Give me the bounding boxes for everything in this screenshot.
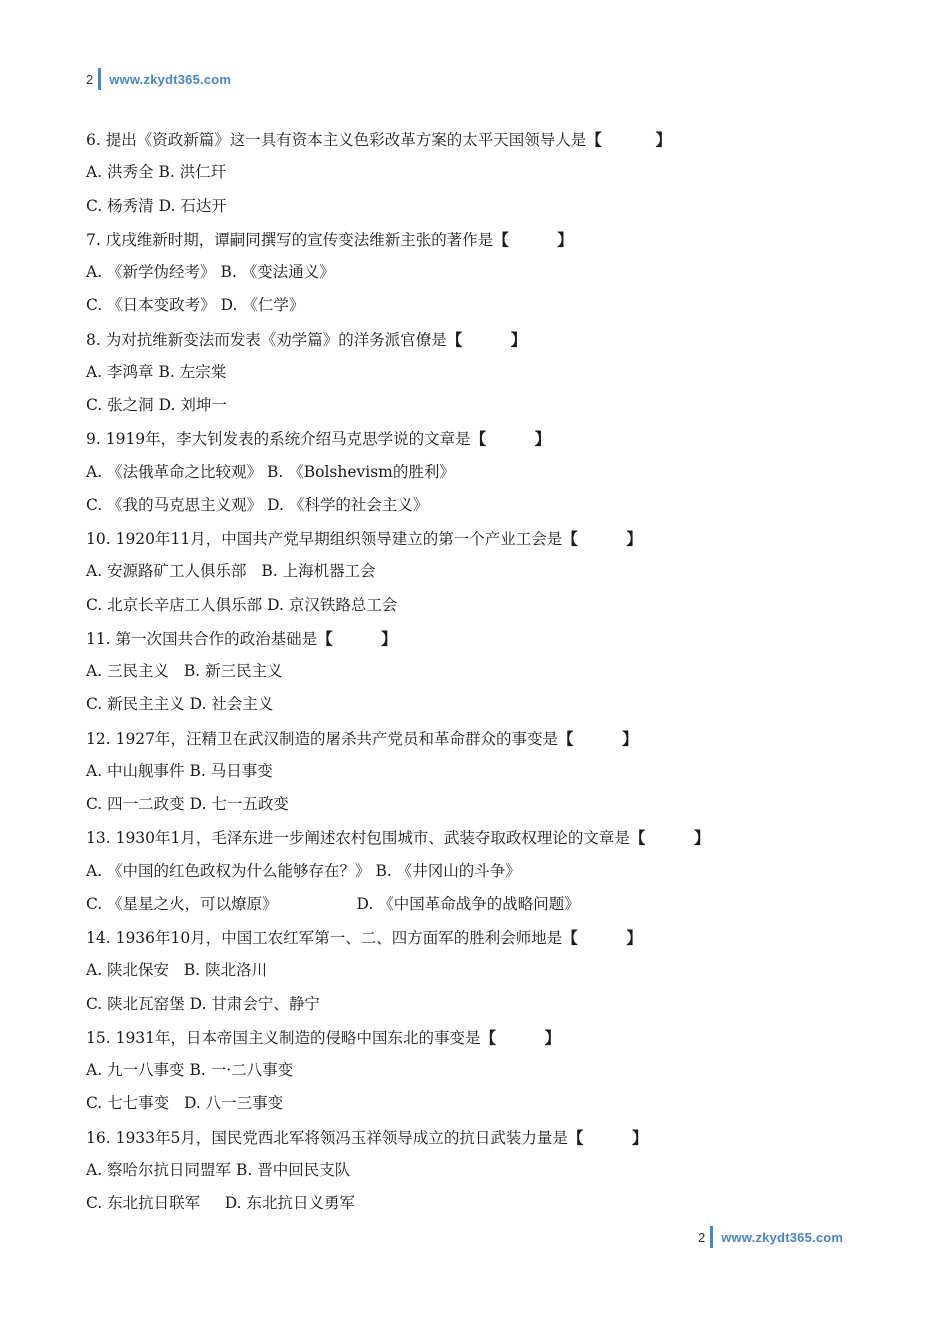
question-text: 7. 戊戌维新时期，谭嗣同撰写的宣传变法维新主张的著作是 [86,230,494,249]
option-line: C. 《我的马克思主义观》 D. 《科学的社会主义》 [86,495,429,514]
question-stem [86,921,886,954]
question-stem [86,722,886,755]
option-line: C. 北京长辛店工人俱乐部 D. 京汉铁路总工会 [86,595,398,614]
question-stem [86,223,886,256]
option-line: A. 洪秀全 B. 洪仁玕 [86,163,227,182]
question-text: 11. 第一次国共合作的政治基础是 [86,629,318,648]
answer-bracket: 【 】 [317,628,397,648]
header-site-link[interactable]: www.zkydt365.com [109,71,232,87]
question-text: 15. 1931年，日本帝国主义制造的侵略中国东北的事变是 [86,1028,481,1047]
option-line: C. 七七事变 D. 八一三事变 [86,1094,284,1113]
question-stem [86,323,886,356]
header-page-number: 2 [86,71,94,87]
answer-bracket: 【 】 [493,229,573,249]
option-line: A. 中山舰事件 B. 马日事变 [86,761,273,780]
question-text: 6. 提出《资政新篇》这一具有资本主义色彩改革方案的太平天国领导人是 [86,131,587,149]
question-stem [86,1121,886,1154]
footer-page-number: 2 [698,1229,706,1245]
option-line: C. 陕北瓦窑堡 D. 甘肃会宁、静宁 [86,994,320,1013]
answer-bracket: 【 】 [470,429,551,449]
answer-bracket: 【 】 [567,1127,648,1147]
footer-site-link[interactable]: www.zkydt365.com [721,1229,844,1245]
question-text: 16. 1933年5月，国民党西北军将领冯玉祥领导成立的抗日武装力量是 [86,1128,568,1147]
page-header [86,67,231,91]
option-line: C. 东北抗日联军 D. 东北抗日义勇军 [86,1194,356,1212]
option-line: C. 四一二政变 D. 七一五政变 [86,795,289,813]
option-line: C. 张之洞 D. 刘坤一 [86,396,227,414]
footer-divider [710,1226,713,1248]
option-line: A. 《中国的红色政权为什么能够存在？》 B. 《井冈山的斗争》 [86,861,521,880]
answer-bracket: 【 】 [558,728,638,748]
option-line: A. 《法俄革命之比较观》 B. 《Bolshevism的胜利》 [86,462,455,481]
question-text: 10. 1920年11月，中国共产党早期组织领导建立的第一个产业工会是 [86,530,563,548]
option-line: C. 杨秀清 D. 石达开 [86,196,227,215]
option-line: C. 新民主主义 D. 社会主义 [86,695,274,714]
question-text: 12. 1927年，汪精卫在武汉制造的屠杀共产党员和革命群众的事变是 [86,729,559,748]
option-line: A. 陕北保安 B. 陕北洛川 [86,961,268,980]
option-line: C. 《星星之火，可以燎原》 D. 《中国革命战争的战略问题》 [86,894,580,913]
answer-bracket: 【 】 [629,828,710,848]
question-stem [86,522,886,555]
answer-bracket: 【 】 [446,329,527,349]
question-text: 8. 为对抗维新变法而发表《劝学篇》的洋务派官僚是 [86,330,447,349]
question-stem [86,622,886,655]
answer-bracket: 【 】 [480,1027,561,1047]
question-text: 14. 1936年10月，中国工农红军第一、二、四方面军的胜利会师地是 [86,929,563,947]
page-footer [698,1225,843,1249]
question-list [86,123,886,1220]
option-line: A. 三民主义 B. 新三民主义 [86,662,283,680]
answer-bracket: 【 】 [586,130,672,149]
question-text: 13. 1930年1月，毛泽东进一步阐述农村包围城市、武装夺取政权理论的文章是 [86,829,630,848]
answer-bracket: 【 】 [562,529,642,548]
answer-bracket: 【 】 [562,928,642,947]
header-divider [98,68,101,90]
option-line: A. 李鸿章 B. 左宗棠 [86,362,227,381]
question-stem [86,422,886,455]
option-line: A. 九一八事变 B. 一·二八事变 [86,1061,294,1079]
option-line: A. 安源路矿工人俱乐部 B. 上海机器工会 [86,562,376,581]
question-stem [86,821,886,854]
question-stem [86,1021,886,1054]
option-line: A. 《新学伪经考》 B. 《变法通义》 [86,263,335,281]
question-stem [86,123,886,156]
option-line: A. 察哈尔抗日同盟军 B. 晋中回民支队 [86,1160,351,1179]
option-line: C. 《日本变政考》 D. 《仁学》 [86,296,305,315]
question-text: 9. 1919年，李大钊发表的系统介绍马克思学说的文章是 [86,430,471,449]
